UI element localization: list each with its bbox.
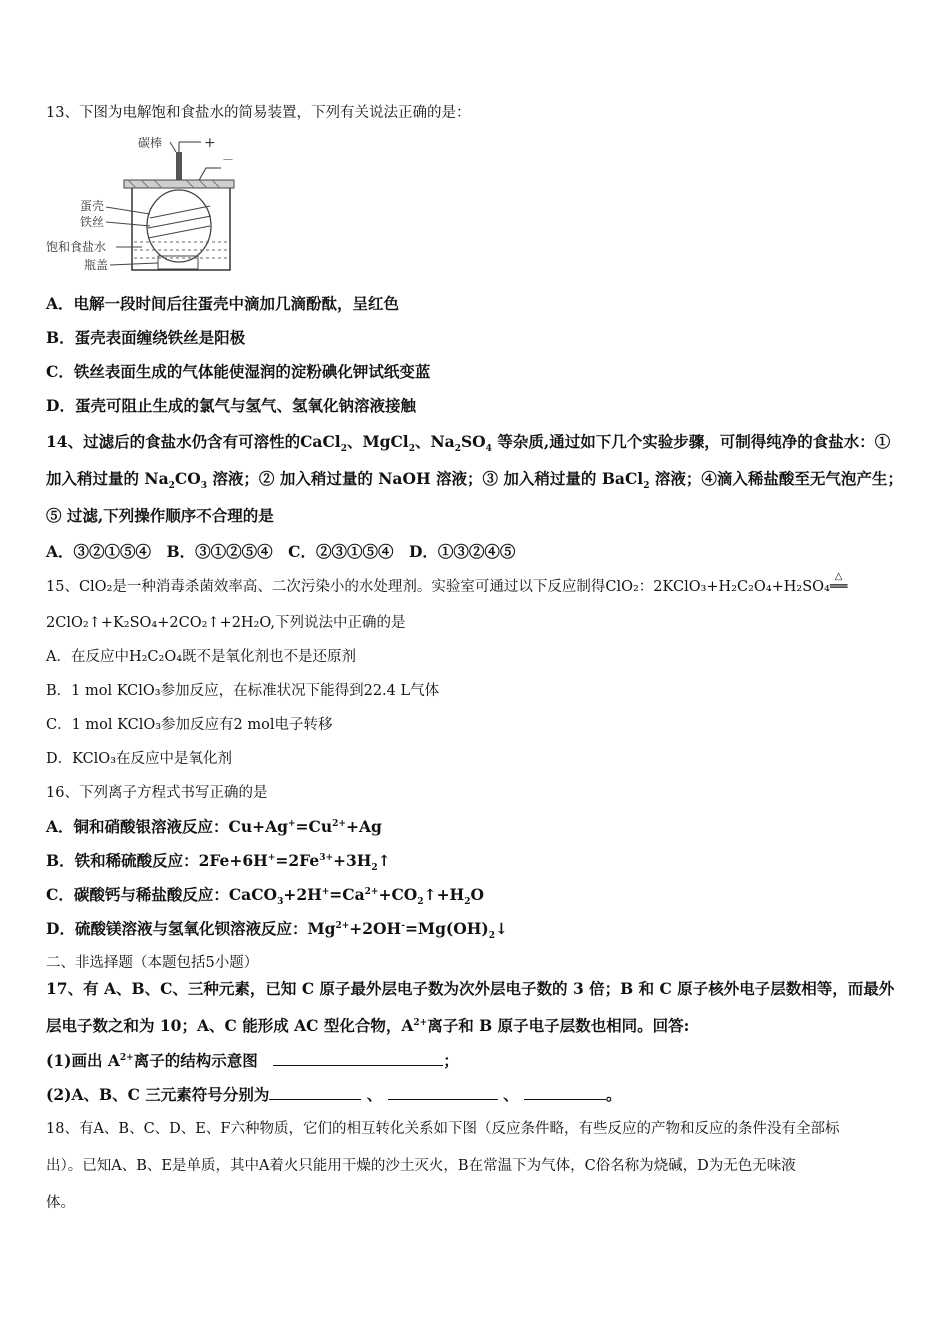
q14-line3: ⑤ 过滤,下列操作顺序不合理的是: [46, 506, 274, 525]
lid: [124, 180, 234, 188]
answer-blank-2[interactable]: [269, 1084, 361, 1100]
q17-part2: (2)A、B、C 三元素符号分别为 、 、 。: [46, 1085, 622, 1104]
q13-option-a: A．电解一段时间后往蛋壳中滴加几滴酚酞，呈红色: [46, 294, 400, 313]
q13-option-c: C．铁丝表面生成的气体能使湿润的淀粉碘化钾试纸变蓝: [46, 362, 431, 381]
label-wire: 铁丝: [80, 215, 105, 229]
q16-option-a: A．铜和硝酸银溶液反应：$Cu+Ag^+=Cu^{2+}+Ag$: [46, 817, 382, 836]
q16-option-d: D．硫酸镁溶液与氢氧化钡溶液反应：$Mg^{2+}+2OH^-=Mg(OH)_2↓$: [46, 919, 508, 942]
rod-pointer: [170, 142, 176, 152]
q16-stem: 16、下列离子方程式书写正确的是: [46, 785, 268, 801]
q14-line2: 加入稍过量的 $Na_2CO_3$ 溶液；② 加入稍过量的 NaOH 溶液；③ 加入稍过量的 BaCl$_2$ 溶液；④滴入稀盐酸至无气泡产生；: [46, 469, 903, 492]
q14-line1: 14、过滤后的食盐水仍含有可溶性的CaCl$_2$、MgCl$_2$、$Na_2SO_4$ 等杂质,通过如下几个实验步骤，可制得纯净的食盐水：①: [46, 432, 891, 455]
q16-option-c: C．碳酸钙与稀盐酸反应：$CaCO_3+2H^+=Ca^{2+}+CO_2↑+H_2O$: [46, 885, 484, 908]
q15-line1: 15、ClO₂是一种消毒杀菌效率高、二次污染小的水处理剂。实验室可通过以下反应制得ClO₂：2KClO₃+H₂C₂O₄+H₂SO₄ △ ══: [46, 577, 847, 597]
q17-part1: (1)画出 $A^{2+}$离子的结构示意图 ；: [46, 1051, 459, 1070]
q17-line1: 17、有 A、B、C、三种元素，已知 C 原子最外层电子数为次外层电子数的 3 倍；B 和 C 原子核外电子层数相等，而最外: [46, 979, 895, 998]
q13-option-d: D．蛋壳可阻止生成的氯气与氢气、氢氧化钠溶液接触: [46, 396, 416, 415]
label-brine: 饱和食盐水: [46, 240, 107, 254]
label-rod: 碳棒: [138, 136, 163, 150]
label-dish: 瓶盖: [84, 258, 109, 272]
q15-option-c: C．1 mol KClO₃参加反应有2 mol电子转移: [46, 717, 333, 733]
label-minus: －: [222, 153, 235, 167]
section-2-heading: 二、非选择题（本题包括5小题）: [46, 955, 259, 971]
q18-line3: 体。: [46, 1195, 75, 1211]
q14-options: A．③②①⑤④ B．③①②⑤④ C．②③①⑤④ D．①③②④⑤: [46, 542, 516, 561]
q15-option-a: A．在反应中H₂C₂O₄既不是氧化剂也不是还原剂: [46, 649, 357, 665]
q18-line2: 出）。已知A、B、E是单质，其中A着火只能用干燥的沙土灭火，B在常温下为气体，C俗名称为烧碱，D为无色无味液: [46, 1158, 796, 1174]
answer-blank-1[interactable]: [273, 1050, 443, 1066]
q15-option-d: D．KClO₃在反应中是氧化剂: [46, 751, 232, 767]
answer-blank-3[interactable]: [388, 1084, 498, 1100]
q15-line2: 2ClO₂↑+K₂SO₄+2CO₂↑+2H₂O,下列说法中正确的是: [46, 615, 406, 631]
q15-option-b: B．1 mol KClO₃参加反应，在标准状况下能得到22.4 L气体: [46, 683, 440, 699]
q13-stem: 13、下图为电解饱和食盐水的简易装置，下列有关说法正确的是：: [46, 105, 471, 121]
q13-option-b: B．蛋壳表面缠绕铁丝是阳极: [46, 328, 246, 347]
label-plus: +: [204, 135, 216, 151]
q17-line2: 层电子数之和为 10；A、C 能形成 AC 型化合物，$A^{2+}$离子和 B 原子电子层数也相同。回答:: [46, 1016, 690, 1035]
q16-option-b: B．铁和稀硫酸反应：$2Fe+6H^+=2Fe^{3+}+3H_2↑$: [46, 851, 391, 874]
heat-symbol: △: [834, 571, 843, 582]
q18-line1: 18、有A、B、C、D、E、F六种物质，它们的相互转化关系如下图（反应条件略，有些反应的产物和反应的条件没有全部标: [46, 1121, 840, 1137]
label-shell: 蛋壳: [80, 199, 105, 213]
answer-blank-4[interactable]: [524, 1084, 606, 1100]
electrolysis-apparatus-figure: [46, 130, 246, 275]
